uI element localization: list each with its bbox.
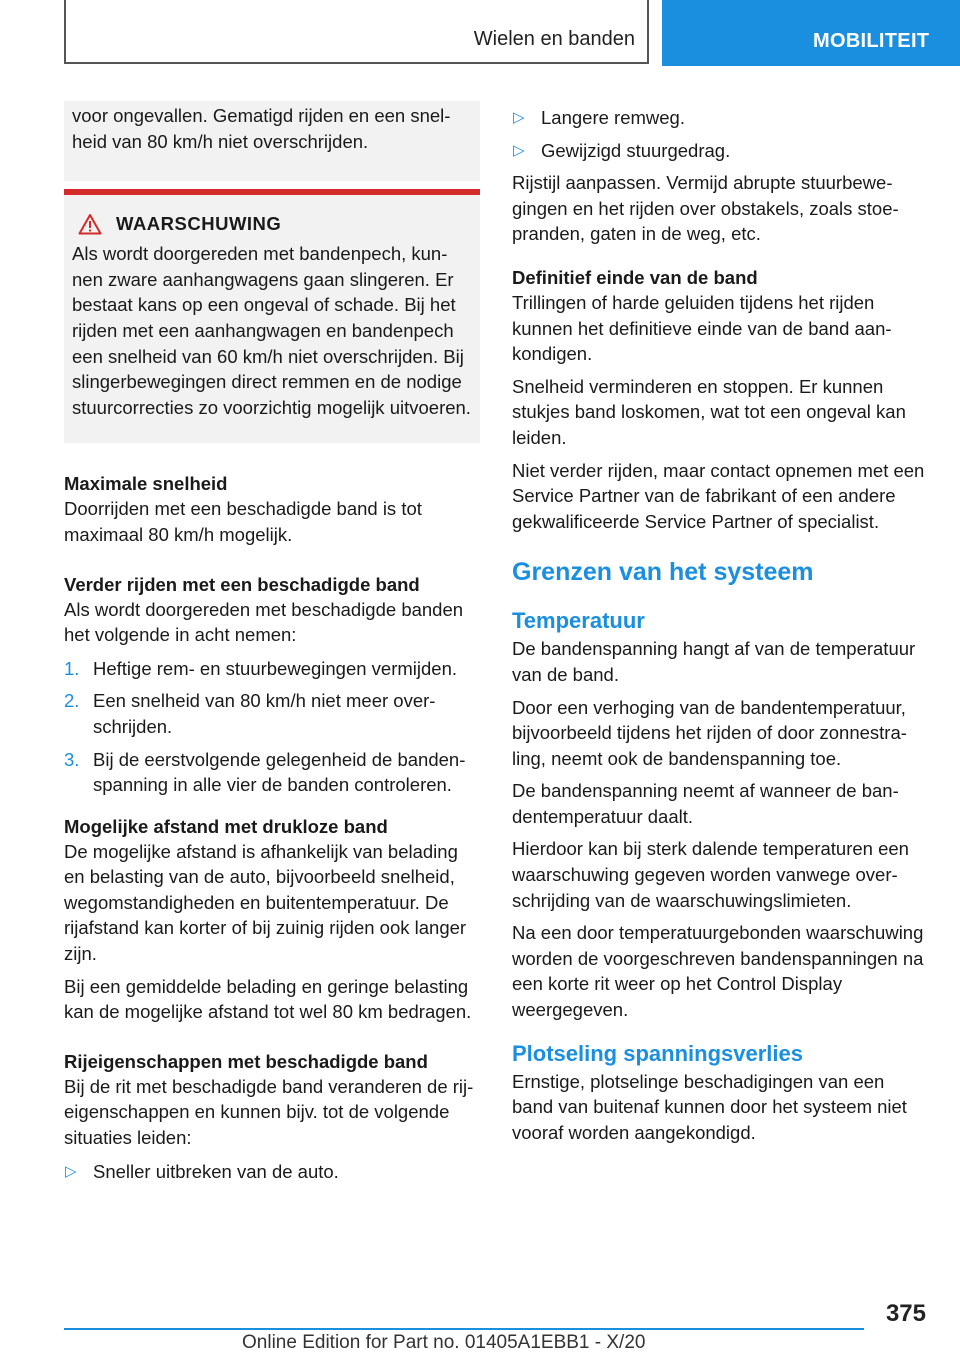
definitive-text-2: Snelheid verminderen en stoppen. Er kunnen stukjes band loskomen, wat tot een ongeval kan leiden. <box>512 375 906 448</box>
heading-temperature: Temperatuur <box>512 608 645 634</box>
list-text: Sneller uitbreken van de auto. <box>93 1160 339 1182</box>
temperature-text-5: Na een door temperatuurgebonden waarschuwing worden de voorgeschreven bandenspanningen na een korte rit weer op het Control Display weergegeven. <box>512 922 924 1021</box>
edition-text: Online Edition for Part no. 01405A1EBB1 - X/20 <box>242 1332 646 1353</box>
heading-max-speed: Maximale snelheid <box>64 473 228 495</box>
handling-list-continued <box>512 105 930 163</box>
definitive-text-1: Trillingen of harde geluiden tijdens het rijden kunnen het definitieve einde van de band aankondigen. <box>512 291 892 365</box>
list-number: 2. <box>64 690 80 712</box>
list-item <box>64 656 480 682</box>
chapter-tab <box>662 0 960 66</box>
continue-driving-text: Als wordt doorgereden met beschadigde banden het volgende in acht nemen: <box>64 598 464 646</box>
note-box <box>64 101 480 181</box>
temperature-text-2: Door een verhoging van de bandentemperatuur, bijvoorbeeld tijdens het rijden of door zonnestraling, neemt ook de bandenspanning toe. <box>512 696 907 769</box>
note-text: voor ongevallen. Gematigd rijden en een snelheid van 80 km/h niet overschrijden. <box>72 105 451 152</box>
warning-triangle-icon <box>78 213 102 235</box>
list-item <box>64 688 480 739</box>
heading-handling: Rijeigenschappen met beschadigde band <box>64 1050 428 1072</box>
triangle-bullet-icon: ▷ <box>65 1162 77 1180</box>
triangle-bullet-icon: ▷ <box>513 109 525 126</box>
distance-text-1: De mogelijke afstand is afhankelijk van belading en belasting van de auto, bijvoorbeeld snelheid, wegomstandigheden en buitentemperatuur. De rijafstand kan korter of bij zuinig rijden ook langer zijn. <box>64 840 467 965</box>
warning-box <box>64 189 480 443</box>
list-text: Langere remweg. <box>541 107 685 128</box>
list-number: 1. <box>64 657 80 679</box>
heading-continue-driving: Verder rijden met een beschadigde band <box>64 573 420 595</box>
list-item <box>512 105 930 131</box>
list-text: Een snelheid van 80 km/h niet meer overschrijden. <box>93 690 436 737</box>
footer-divider <box>64 1328 864 1330</box>
handling-text: Bij de rit met beschadigde band veranderen de rij-eigenschappen en kunnen bijv. tot de volgende situaties leiden: <box>64 1075 474 1149</box>
handling-list <box>64 1159 480 1185</box>
heading-definitive-end: Definitief einde van de band <box>512 266 758 288</box>
list-text: Gewijzigd stuurgedrag. <box>541 139 731 161</box>
driving-advice-text: Rijstijl aanpassen. Vermijd abrupte stuurbewegingen en het rijden over obstakels, zoals stoepranden, gaten in de weg, etc. <box>512 172 899 245</box>
warning-title: WAARSCHUWING <box>116 213 282 235</box>
warning-header <box>72 213 472 235</box>
max-speed-text: Doorrijden met een beschadigde band is tot maximaal 80 km/h mogelijk. <box>64 498 422 545</box>
chapter-title: MOBILITEIT <box>813 30 930 52</box>
temperature-text-4: Hierdoor kan bij sterk dalende temperaturen een waarschuwing gegeven worden vanwege overschrijding van de waarschuwingslimieten. <box>512 838 909 911</box>
list-text: Bij de eerstvolgende gelegenheid de bandenspanning in alle vier de banden controleren. <box>93 748 466 796</box>
right-column <box>512 101 930 1145</box>
list-item <box>64 747 480 798</box>
left-column <box>64 101 480 1191</box>
list-item <box>512 138 930 164</box>
list-item <box>64 1159 480 1185</box>
list-number: 3. <box>64 748 80 770</box>
section-title: Wielen en banden <box>473 28 635 50</box>
continue-driving-list <box>64 656 480 798</box>
heading-sudden-pressure-loss: Plotseling spanningsverlies <box>512 1040 803 1066</box>
sudden-loss-text: Ernstige, plotselinge beschadigingen van een band van buitenaf kunnen door het systeem niet vooraf worden aangekondigd. <box>512 1070 907 1143</box>
heading-system-limits: Grenzen van het systeem <box>512 558 814 587</box>
triangle-bullet-icon: ▷ <box>513 141 525 159</box>
definitive-text-3: Niet verder rijden, maar contact opnemen met een Service Partner van de fabrikant of een andere gekwalificeerde Service Partner of specialist. <box>512 459 925 532</box>
warning-text: Als wordt doorgereden met bandenpech, kunnen zware aanhangwagens gaan slingeren. Er bestaat kans op een ongeval of schade. Bij het rijden met een aanhangwagen en bandenpech een snelheid van 60 km/h niet overschrijden. Bij slingerbewegingen direct remmen en de nodige stuurcorrecties zo voorzichtig mogelijk uitvoeren. <box>72 243 471 418</box>
distance-text-2: Bij een gemiddelde belading en geringe belasting kan de mogelijke afstand tot wel 80 km bedragen. <box>64 975 472 1023</box>
page-number: 375 <box>885 1300 926 1327</box>
heading-possible-distance: Mogelijke afstand met drukloze band <box>64 815 388 837</box>
temperature-text-3: De bandenspanning neemt af wanneer de bandentemperatuur daalt. <box>512 780 899 827</box>
header-section-box <box>64 0 649 64</box>
temperature-text-1: De bandenspanning hangt af van de temperatuur van de band. <box>512 638 916 685</box>
list-text: Heftige rem- en stuurbewegingen vermijden. <box>93 657 458 679</box>
